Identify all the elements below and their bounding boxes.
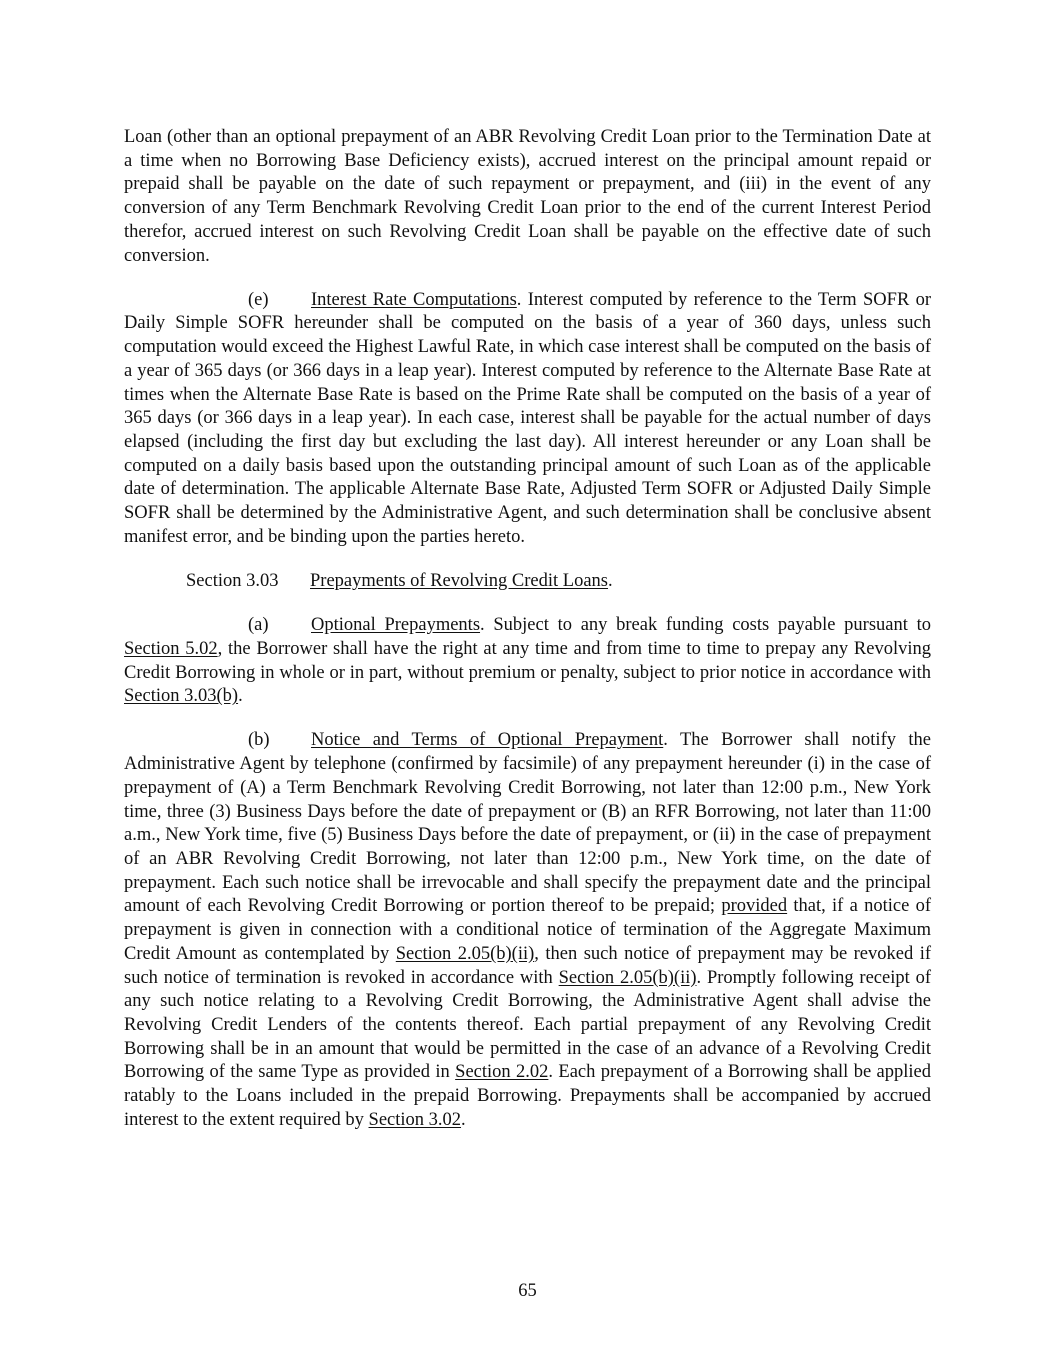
clause-heading: Interest Rate Computations bbox=[311, 289, 517, 310]
paragraph-interest-rate-computations bbox=[124, 289, 931, 550]
document-body bbox=[124, 126, 931, 1153]
paragraph-optional-prepayments bbox=[124, 614, 931, 709]
paragraph-continuation bbox=[124, 126, 931, 268]
clause-heading: Notice and Terms of Optional Prepayment bbox=[311, 730, 664, 751]
clause-label: (a) bbox=[248, 615, 269, 636]
paragraph-text: . bbox=[238, 686, 243, 707]
paragraph-text: . Each prepayment of a Borrowing shall be applied ratably to the Loans included in the prepaid Borrowing. Prepayments shall be accompanied by accrued interest to the extent required by bbox=[124, 1062, 931, 1130]
cross-reference: Section 2.05(b)(ii) bbox=[558, 967, 697, 988]
cross-reference: Section 2.05(b)(ii) bbox=[395, 943, 535, 964]
section-title-period: . bbox=[608, 570, 613, 591]
section-heading bbox=[186, 570, 931, 594]
cross-reference: Section 3.03(b) bbox=[124, 686, 239, 707]
page-number: 65 bbox=[518, 1281, 537, 1301]
cross-reference: Section 2.02 bbox=[455, 1062, 549, 1083]
section-number: Section 3.03 bbox=[186, 570, 279, 591]
paragraph-text: . bbox=[461, 1109, 466, 1130]
paragraph-text: , the Borrower shall have the right at any time and from time to time to prepay any Revolving Credit Borrowing in whole or in part, without premium or penalty, subject to prior notice in accordance with bbox=[124, 638, 931, 683]
provided-term: provided bbox=[721, 896, 788, 917]
paragraph-text: . The Borrower shall notify the Administrative Agent by telephone (confirmed by facsimile) of any prepayment hereunder (i) in the case of prepayment of (A) a Term Benchmark Revolving Credit Borrowing, not later than 12:00 p.m., New York time, three (3) Business Days before the date of prepayment or (B) an RFR Borrowing, not later than 11:00 a.m., New York time, five (5) Business Days before the date of prepayment, or (ii) in the case of prepayment of an ABR Revolving Credit Borrowing, not later than 12:00 p.m., New York time, on the date of prepayment. Each such notice shall be irrevocable and shall specify the prepayment date and the principal amount of each Revolving Credit Borrowing or portion thereof to be prepaid; bbox=[124, 730, 931, 917]
cross-reference: Section 5.02 bbox=[124, 638, 218, 659]
cross-reference: Section 3.02 bbox=[368, 1109, 462, 1130]
paragraph-text: Loan (other than an optional prepayment of an ABR Revolving Credit Loan prior to the Termination Date at a time when no Borrowing Base Deficiency exists), accrued interest on the principal amount repaid or prepaid shall be payable on the date of such repayment or prepayment, and (iii) in the event of any conversion of any Term Benchmark Revolving Credit Loan prior to the end of the current Interest Period therefor, accrued interest on such Revolving Credit Loan shall be payable on the effective date of such conversion. bbox=[124, 127, 931, 266]
paragraph-text: , then such notice of prepayment may be revoked if such notice of termination is revoked in accordance with bbox=[124, 943, 931, 988]
clause-label: (e) bbox=[248, 289, 269, 310]
clause-heading: Optional Prepayments bbox=[311, 615, 481, 636]
paragraph-notice-and-terms bbox=[124, 729, 931, 1132]
clause-label: (b) bbox=[248, 730, 270, 751]
paragraph-text: that, if a notice of prepayment is given in connection with a conditional notice of termination of the Aggregate Maximum Credit Amount as contemplated by bbox=[124, 896, 932, 964]
paragraph-text: . Interest computed by reference to the Term SOFR or Daily Simple SOFR hereunder shall be computed on the basis of a year of 360 days, unless such computation would exceed the Highest Lawful Rate, in which case interest shall be computed on the basis of a year of 365 days (or 366 days in a leap year). Interest computed by reference to the Alternate Base Rate at times when the Alternate Base Rate is based on the Prime Rate shall be computed on the basis of a year of 365 days (or 366 days in a leap year). In each case, interest shall be payable for the actual number of days elapsed (including the first day but excluding the last day). All interest hereunder or any Loan shall be computed on a daily basis based upon the outstanding principal amount of such Loan as of the applicable date of determination. The applicable Alternate Base Rate, Adjusted Term SOFR or Adjusted Daily Simple SOFR shall be determined by the Administrative Agent, and such determination shall be conclusive absent manifest error, and be binding upon the parties hereto. bbox=[124, 289, 931, 547]
paragraph-text: . Subject to any break funding costs payable pursuant to bbox=[480, 615, 931, 636]
paragraph-text: . Promptly following receipt of any such notice relating to a Revolving Credit Borrowing, the Administrative Agent shall advise the Revolving Credit Lenders of the contents thereof. Each partial prepayment of any Revolving Credit Borrowing shall be in an amount that would be permitted in the case of an advance of a Revolving Credit Borrowing of the same Type as provided in bbox=[124, 967, 931, 1083]
section-title: Prepayments of Revolving Credit Loans bbox=[310, 570, 609, 591]
